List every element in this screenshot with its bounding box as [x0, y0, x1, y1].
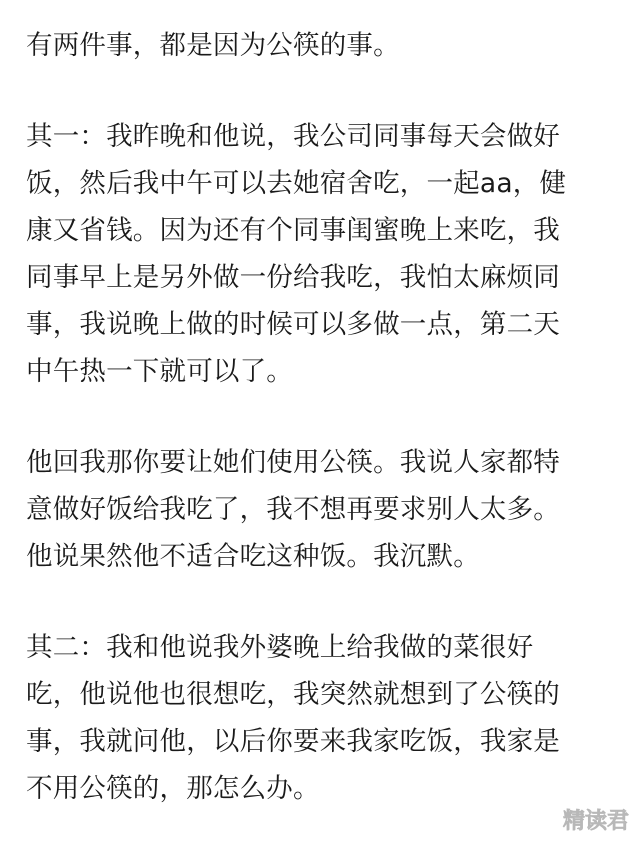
watermark-icon [534, 805, 630, 835]
text-line: 吃，他说他也很想吃，我突然就想到了公筷的 [26, 679, 560, 710]
paragraph-first-story [26, 113, 626, 395]
post-body [26, 22, 626, 856]
paragraph-intro [26, 22, 626, 69]
text-line: 其二：我和他说我外婆晚上给我做的菜很好 [26, 632, 534, 663]
text-line: 饭，然后我中午可以去她宿舍吃，一起aa，健 [26, 168, 567, 199]
text-line: 意做好饭给我吃了，我不想再要求别人太多。 [26, 494, 560, 525]
watermark-logo [534, 805, 630, 835]
text-line: 不用公筷的，那怎么办。 [26, 773, 320, 804]
text-line: 其一：我昨晚和他说，我公司同事每天会做好 [26, 121, 560, 152]
paragraph-second-story [26, 624, 626, 812]
text-line: 同事早上是另外做一份给我吃，我怕太麻烦同 [26, 262, 560, 293]
text-line: 事，我说晚上做的时候可以多做一点，第二天 [26, 309, 560, 340]
text-line: 中午热一下就可以了。 [26, 356, 293, 387]
svg-text:精读君: 精读君 [562, 809, 629, 834]
text-line: 康又省钱。因为还有个同事闺蜜晚上来吃，我 [26, 215, 560, 246]
text-line: 有两件事，都是因为公筷的事。 [26, 30, 400, 61]
text-line: 事，我就问他，以后你要来我家吃饭，我家是 [26, 726, 560, 757]
text-line: 他回我那你要让她们使用公筷。我说人家都特 [26, 447, 560, 478]
text-line: 他说果然他不适合吃这种饭。我沉默。 [26, 541, 480, 572]
paragraph-reply [26, 439, 626, 580]
